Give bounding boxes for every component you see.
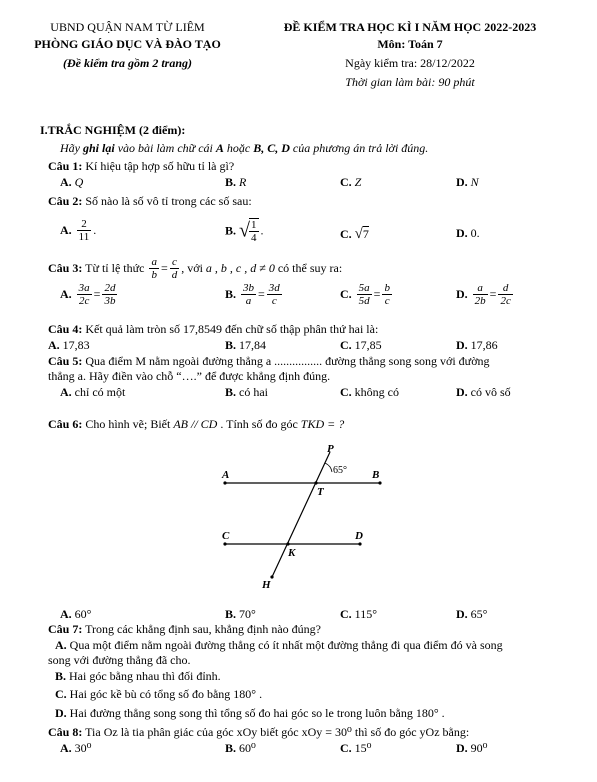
q8-option-b: B. 60⁰ — [225, 741, 256, 755]
q8-option-d: D. 90⁰ — [456, 741, 488, 755]
q4-option-a: A. 17,83 — [48, 338, 90, 352]
header-left-line3: (Đề kiểm tra gồm 2 trang) — [63, 56, 192, 70]
point-h — [270, 575, 273, 578]
header-left-line2: PHÒNG GIÁO DỤC VÀ ĐÀO TẠO — [34, 37, 221, 51]
q4-option-b: B. 17,84 — [225, 338, 267, 352]
q2-option-a: A. $\frac{2}{11}$ . — [60, 218, 97, 243]
parallel-lines-figure — [210, 440, 390, 595]
q3-options — [0, 282, 597, 314]
q8-options — [0, 741, 597, 761]
q3-option-a: A. $\frac{3a}{2c}$ = $\frac{2d}{3b}$ — [60, 282, 116, 307]
label-b: B — [372, 469, 380, 481]
q6-option-a: A. 60° — [60, 607, 92, 621]
q5-option-a: A. chỉ có một — [60, 385, 126, 399]
exam-duration: Thời gian làm bài: 90 phút — [345, 75, 475, 89]
label-t: T — [317, 486, 324, 498]
q3-option-b: B. $\frac{3b}{a}$ = $\frac{3d}{c}$ — [225, 282, 280, 307]
q3-option-c: C. $\frac{5a}{5d}$ = $\frac{b}{c}$ — [340, 282, 390, 307]
q1-option-d: D. N — [456, 175, 479, 189]
question-3: Câu 3: Từ tỉ lệ thức $\frac{a}{b}$ = $\frac{c}{d}$ , với a , b , c , d ≠ 0 có thể suy ra: — [48, 256, 343, 281]
point-c — [223, 542, 226, 545]
q5-options — [0, 385, 597, 405]
section-instructions: Hãy ghi lại vào bài làm chữ cái A hoặc B, C, D của phương án trả lời đúng. — [60, 141, 429, 155]
question-7: Câu 7: Trong các khẳng định sau, khẳng định nào đúng? — [48, 622, 321, 636]
q2-option-c: C. √7 — [340, 226, 369, 242]
q1-options — [0, 175, 597, 195]
q7-option-a: A. Qua một điểm nằm ngoài đường thẳng có ít nhất một đường thẳng đi qua điểm đó và song — [55, 638, 503, 652]
q7-option-b: B. Hai góc bằng nhau thì đối đỉnh. — [55, 669, 221, 683]
question-5-line2: thẳng a. Hãy điền vào chỗ “….” để được khẳng định đúng. — [48, 369, 331, 383]
question-1: Câu 1: Kí hiệu tập hợp số hữu tỉ là gì? — [48, 159, 235, 173]
question-6: Câu 6: Cho hình vẽ; Biết AB // CD . Tính số đo góc TKD = ? — [48, 417, 345, 431]
question-5: Câu 5: Qua điểm M nằm ngoài đường thẳng a ................ đường thẳng song song với đường — [48, 354, 490, 368]
q5-option-d: D. có vô số — [456, 385, 511, 399]
exam-date: Ngày kiểm tra: 28/12/2022 — [345, 56, 475, 70]
label-h: H — [262, 579, 271, 591]
label-c: C — [222, 530, 230, 542]
point-a — [223, 481, 226, 484]
question-4: Câu 4: Kết quả làm tròn số 17,8549 đến chữ số thập phân thứ hai là: — [48, 322, 379, 336]
label-p: P — [327, 443, 334, 455]
section-title: I.TRẮC NGHIỆM (2 điểm): — [40, 123, 186, 137]
q2-options — [0, 218, 597, 250]
q3-option-d: D. $\frac{a}{2b}$ = $\frac{d}{2c}$ — [456, 282, 511, 307]
label-k: K — [288, 547, 296, 559]
subject: Môn: Toán 7 — [377, 37, 443, 51]
q7-option-d: D. Hai đường thẳng song song thì tổng số đo hai góc so le trong luôn bằng 180° . — [55, 706, 445, 720]
q8-option-c: C. 15⁰ — [340, 741, 372, 755]
q1-option-a: A. Q — [60, 175, 84, 189]
label-a: A — [222, 469, 230, 481]
point-b — [378, 481, 381, 484]
q7-option-c: C. Hai góc kề bù có tổng số đo bằng 180° . — [55, 687, 263, 701]
point-t — [314, 481, 317, 484]
q2-option-d: D. 0. — [456, 226, 480, 240]
exam-title: ĐỀ KIỂM TRA HỌC KÌ I NĂM HỌC 2022-2023 — [283, 20, 537, 34]
q6-option-c: C. 115° — [340, 607, 378, 621]
q1-option-b: B. R — [225, 175, 247, 189]
q4-option-d: D. 17,86 — [456, 338, 498, 352]
q6-option-d: D. 65° — [456, 607, 488, 621]
question-8: Câu 8: Tia Oz là tia phân giác của góc xOy biết góc xOy = 30⁰ thì số đo góc yOz bằng: — [48, 725, 470, 739]
point-d — [358, 542, 361, 545]
q5-option-c: C. không có — [340, 385, 399, 399]
q2-option-b: B. √ $\frac{1}{4}$ . — [225, 219, 264, 244]
q8-option-a: A. 30⁰ — [60, 741, 92, 755]
header-left-line1: UBND QUẬN NAM TỪ LIÊM — [50, 20, 205, 34]
question-2: Câu 2: Số nào là số vô tỉ trong các số sau: — [48, 194, 252, 208]
q1-option-c: C. Z — [340, 175, 362, 189]
transversal-ph — [272, 452, 330, 577]
q6-option-b: B. 70° — [225, 607, 256, 621]
angle-arc — [325, 463, 332, 472]
label-d: D — [355, 530, 363, 542]
q4-option-c: C. 17,85 — [340, 338, 382, 352]
angle-label: 65° — [333, 465, 347, 476]
q5-option-b: B. có hai — [225, 385, 269, 399]
point-k — [286, 542, 289, 545]
q7-option-a-line2: song với đường thẳng đã cho. — [48, 653, 191, 667]
